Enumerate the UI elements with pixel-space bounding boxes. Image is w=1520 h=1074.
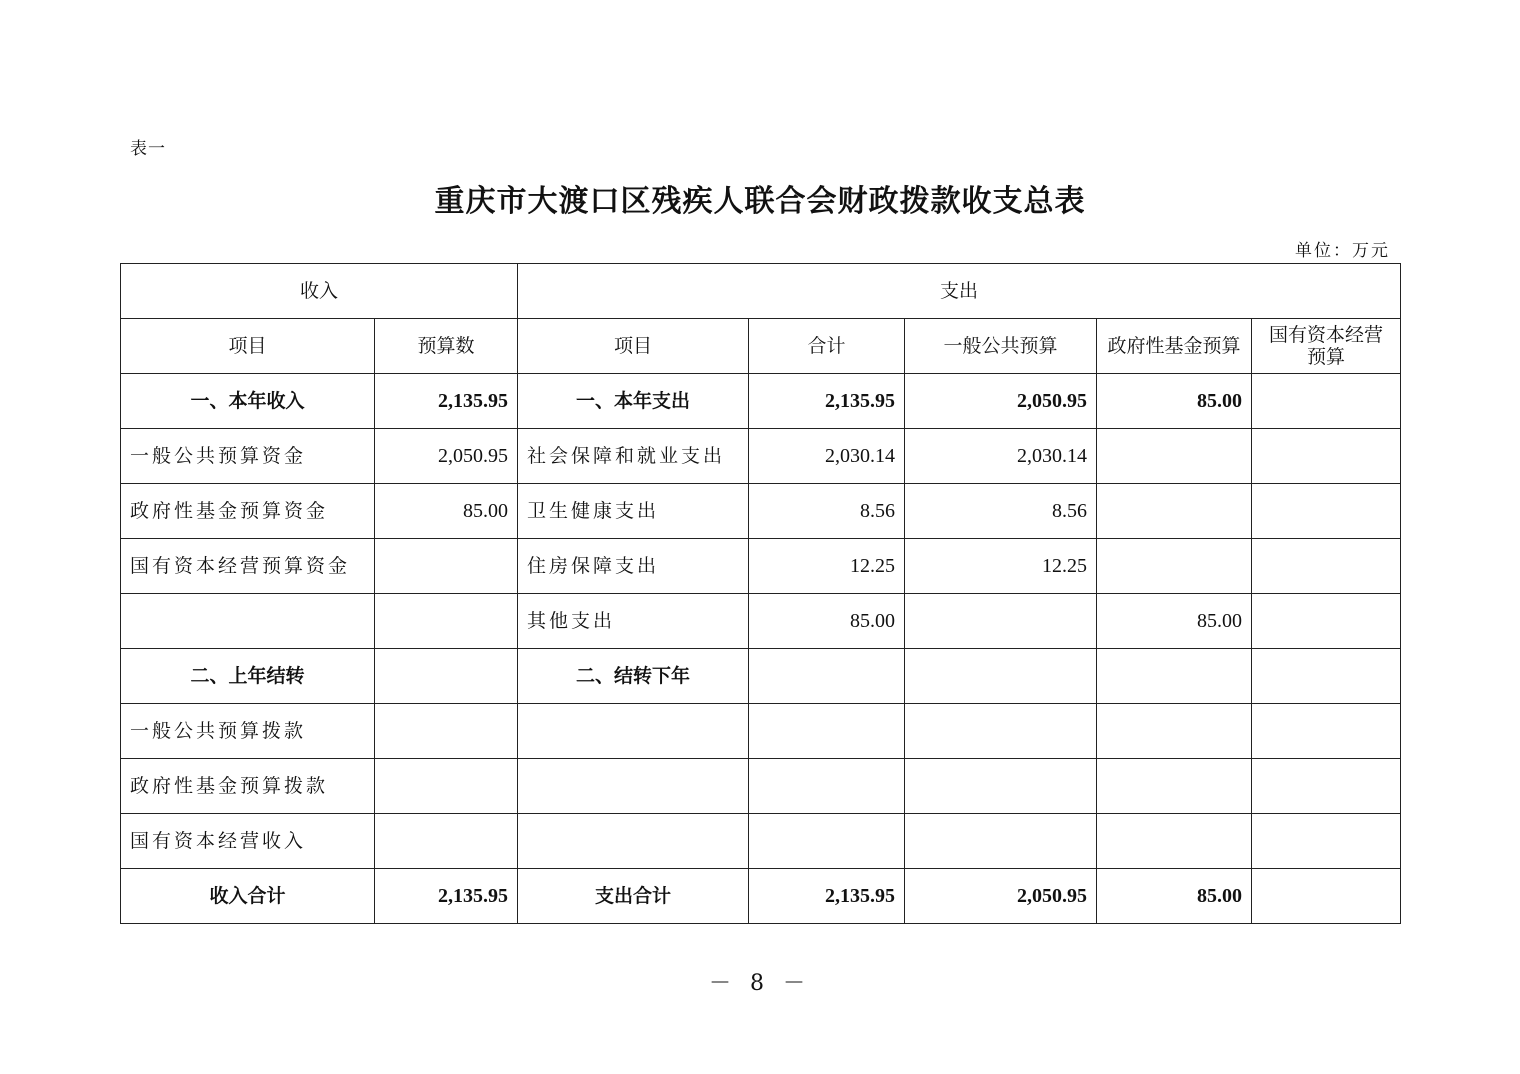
expense-item-cell: 二、结转下年 (518, 649, 749, 704)
total-cell (749, 814, 905, 869)
total-cell (749, 704, 905, 759)
total-cell: 85.00 (749, 594, 905, 649)
state-capital-cell (1252, 869, 1401, 924)
state-capital-cell (1252, 594, 1401, 649)
income-budget-cell (375, 649, 518, 704)
gov-fund-cell (1097, 759, 1252, 814)
income-item-cell: 国有资本经营预算资金 (121, 539, 375, 594)
table-row (121, 594, 1401, 649)
total-cell (749, 759, 905, 814)
expense-item-cell: 住房保障支出 (518, 539, 749, 594)
gov-fund-cell (1097, 539, 1252, 594)
income-budget-cell: 2,135.95 (375, 869, 518, 924)
budget-summary-table (120, 263, 1401, 924)
income-item-cell: 收入合计 (121, 869, 375, 924)
general-budget-cell: 2,030.14 (905, 429, 1097, 484)
state-capital-cell (1252, 814, 1401, 869)
general-budget-cell (905, 704, 1097, 759)
page-number: － 8 － (709, 971, 811, 996)
general-budget-cell (905, 594, 1097, 649)
state-capital-cell (1252, 759, 1401, 814)
table-label: 表一 (130, 139, 166, 159)
unit-label: 单位：万元 (1295, 241, 1390, 261)
income-item-cell: 政府性基金预算拨款 (121, 759, 375, 814)
table-row (121, 869, 1401, 924)
column-header-row (121, 319, 1401, 374)
expense-item-cell (518, 814, 749, 869)
income-budget-cell: 85.00 (375, 484, 518, 539)
state-capital-cell (1252, 649, 1401, 704)
total-cell: 2,135.95 (749, 869, 905, 924)
state-capital-cell (1252, 539, 1401, 594)
expense-item-cell (518, 704, 749, 759)
income-item-cell: 一、本年收入 (121, 374, 375, 429)
table-row (121, 704, 1401, 759)
gov-fund-cell: 85.00 (1097, 374, 1252, 429)
state-capital-cell (1252, 374, 1401, 429)
state-capital-cell (1252, 429, 1401, 484)
header-total: 合计 (749, 319, 905, 374)
gov-fund-cell: 85.00 (1097, 869, 1252, 924)
income-budget-cell (375, 704, 518, 759)
table-row (121, 484, 1401, 539)
income-item-cell: 一般公共预算资金 (121, 429, 375, 484)
table-row (121, 429, 1401, 484)
gov-fund-cell (1097, 704, 1252, 759)
total-cell: 2,030.14 (749, 429, 905, 484)
income-item-cell: 二、上年结转 (121, 649, 375, 704)
general-budget-cell: 12.25 (905, 539, 1097, 594)
general-budget-cell: 2,050.95 (905, 869, 1097, 924)
expense-item-cell: 其他支出 (518, 594, 749, 649)
header-income-item: 项目 (121, 319, 375, 374)
total-cell: 2,135.95 (749, 374, 905, 429)
gov-fund-cell (1097, 484, 1252, 539)
income-budget-cell: 2,135.95 (375, 374, 518, 429)
expense-item-cell: 一、本年支出 (518, 374, 749, 429)
state-capital-cell (1252, 704, 1401, 759)
expense-item-cell: 社会保障和就业支出 (518, 429, 749, 484)
income-budget-cell (375, 539, 518, 594)
group-header-row (121, 264, 1401, 319)
expense-group-header: 支出 (518, 264, 1401, 319)
income-item-cell: 一般公共预算拨款 (121, 704, 375, 759)
gov-fund-cell (1097, 649, 1252, 704)
table-row (121, 539, 1401, 594)
header-income-budget: 预算数 (375, 319, 518, 374)
general-budget-cell (905, 759, 1097, 814)
total-cell: 12.25 (749, 539, 905, 594)
expense-item-cell: 卫生健康支出 (518, 484, 749, 539)
income-group-header: 收入 (121, 264, 518, 319)
gov-fund-cell (1097, 429, 1252, 484)
header-gov-fund-budget: 政府性基金预算 (1097, 319, 1252, 374)
gov-fund-cell (1097, 814, 1252, 869)
income-item-cell: 政府性基金预算资金 (121, 484, 375, 539)
income-budget-cell (375, 759, 518, 814)
expense-item-cell (518, 759, 749, 814)
table-row (121, 814, 1401, 869)
table-row (121, 649, 1401, 704)
table-row (121, 374, 1401, 429)
table-row (121, 759, 1401, 814)
income-budget-cell (375, 594, 518, 649)
page-title: 重庆市大渡口区残疾人联合会财政拨款收支总表 (434, 184, 1086, 219)
general-budget-cell (905, 649, 1097, 704)
gov-fund-cell: 85.00 (1097, 594, 1252, 649)
general-budget-cell (905, 814, 1097, 869)
header-state-capital-budget: 国有资本经营预算 (1252, 319, 1401, 374)
income-item-cell: 国有资本经营收入 (121, 814, 375, 869)
income-budget-cell: 2,050.95 (375, 429, 518, 484)
state-capital-cell (1252, 484, 1401, 539)
total-cell: 8.56 (749, 484, 905, 539)
header-expense-item: 项目 (518, 319, 749, 374)
general-budget-cell: 8.56 (905, 484, 1097, 539)
income-budget-cell (375, 814, 518, 869)
expense-item-cell: 支出合计 (518, 869, 749, 924)
total-cell (749, 649, 905, 704)
income-item-cell (121, 594, 375, 649)
header-general-budget: 一般公共预算 (905, 319, 1097, 374)
general-budget-cell: 2,050.95 (905, 374, 1097, 429)
